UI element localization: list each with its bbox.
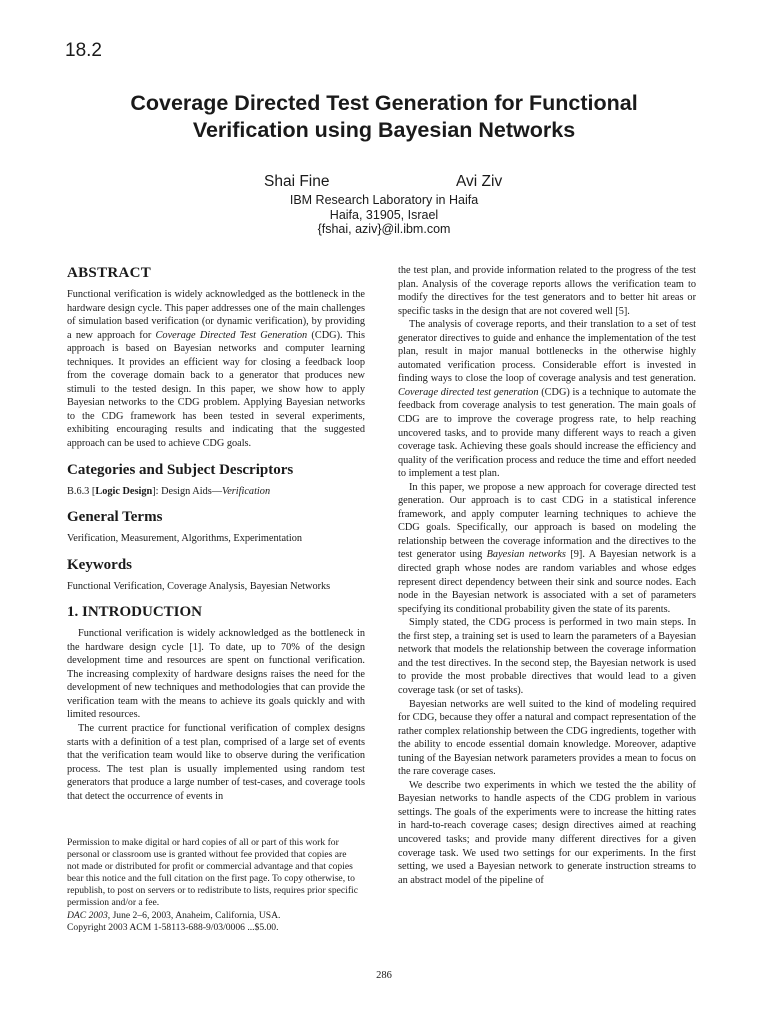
title-line-2: Verification using Bayesian Networks: [192, 118, 576, 142]
permission-line: Permission to make digital or hard copies of all or part of this work for: [67, 837, 339, 848]
affiliation-block: [60, 193, 708, 237]
right-paragraph-6: We describe two experiments in which we tested the the ability of Bayesian networks to handle aspects of the CDG problem in various settings. The goals of the experiments were to increase the hitting rates in hard-to-reach coverage cases; design directives aimed at reaching uncovered tasks; and provide many different directives for a given coverage task. We used two settings for our experiments. In the first setting, we used a Bayesian network to generate instruction streams to an abstract model of the pipeline of: [398, 779, 696, 886]
general-terms-text: Verification, Measurement, Algorithms, Experimentation: [67, 533, 303, 545]
permission-line: republish, to post on servers or to redistribute to lists, requires prior specific: [67, 885, 358, 897]
permission-notice: [67, 837, 367, 934]
keywords-heading: Keywords: [67, 556, 132, 573]
right-paragraph-1: the test plan, and provide information related to the progress of the test plan. Analysis of the coverage reports allows the verification team to modify the directives for the test generators and to better hit areas or specific tasks in the design that are not covered well [5].: [398, 265, 696, 317]
affiliation-email: {fshai, aziv}@il.ibm.com: [317, 222, 451, 236]
introduction-paragraph-1: Functional verification is widely acknowledged as the bottleneck in the hardware design cycle [1]. To date, up to 70% of the design development time and resources are spent on functional verification. The increasing complexity of hardware designs raises the need for the development of new techniques and methodologies that can provide the verification team with the means to achieve its goals quickly and with limited resources.: [67, 628, 365, 721]
right-column: [398, 264, 696, 887]
page-number: 286: [376, 970, 392, 981]
abstract-heading: ABSTRACT: [67, 265, 152, 281]
permission-line: not made or distributed for profit or commercial advantage and that copies: [67, 861, 353, 873]
introduction-paragraph-2: The current practice for functional verification of complex designs starts with a definition of a test plan, comprised of a large set of events that the verification team would like to observe during the verification process. The test plan is usually implemented using random test generators that produce a large number of test-cases, and coverage tools that detect the occurrence of events in: [67, 723, 365, 802]
author-shai-fine: Shai Fine: [264, 173, 330, 190]
general-terms-heading: General Terms: [67, 509, 163, 526]
keywords-text: Functional Verification, Coverage Analysis, Bayesian Networks: [67, 580, 331, 592]
right-paragraph-4: Simply stated, the CDG process is performed in two main steps. In the first step, a training set is used to learn the parameters of a Bayesian network that models the relationship between the coverage information and the test directives. In the second step, the Bayesian network is used to provide the most probable directives that would lead to a given coverage task (or set of tasks).: [398, 617, 696, 696]
affiliation-city: Haifa, 31905, Israel: [329, 207, 439, 222]
introduction-heading: 1. INTRODUCTION: [67, 604, 203, 621]
affiliation-lab: IBM Research Laboratory in Haifa: [289, 193, 479, 207]
categories-text: B.6.3 [Logic Design]: Design Aids—Verification: [67, 485, 271, 497]
abstract-text: Functional verification is widely acknowledged as the bottleneck in the hardware design cycle. This paper addresses one of the main challenges of simulation based verification (or dynamic verification), by providing a new approach for Coverage Directed Test Generation (CDG). This approach is based on Bayesian networks and computer learning techniques. It provides an efficient way for closing a feedback loop from the coverage domain back to a generator that produces new stimuli to the tested design. In this paper, we show how to apply Bayesian networks to the CDG problem. Applying Bayesian networks to the CDG framework has been tested in several experiments, exhibiting encouraging results and indicating that the suggested approach can be used to achieve CDG goals.: [67, 289, 365, 450]
conference-info: DAC 2003, June 2–6, 2003, Anaheim, California, USA.: [67, 909, 281, 921]
copyright-line: Copyright 2003 ACM 1-58113-688-9/03/0006 ...$5.00.: [67, 921, 279, 933]
permission-line: permission and/or a fee.: [67, 897, 160, 909]
left-column: [67, 264, 365, 803]
section-number: 18.2: [65, 40, 102, 61]
right-paragraph-5: Bayesian networks are well suited to the kind of modeling required for CDG, because they offer a natural and compact representation of the rather complex relationship between the CDG ingredients, together with the ability to encode essential domain knowledge. Moreover, adaptive tuning of the Bayesian network parameters provides a mean to focus on the rare coverage cases.: [398, 698, 696, 778]
permission-line: bear this notice and the full citation on the first page. To copy otherwise, to: [67, 873, 355, 885]
categories-heading: Categories and Subject Descriptors: [67, 461, 294, 478]
paper-title: [60, 90, 708, 144]
right-paragraph-3: In this paper, we propose a new approach for coverage directed test generation. Our approach is to cast CDG in a statistical inference framework, and apply computer learning techniques to achieve the CDG goals. Specifically, our approach is based on modeling the relationship between the coverage information and the directives to the test generator using Bayesian networks [9]. A Bayesian network is a directed graph whose nodes are random variables and whose edges represent direct dependency between their sink and source nodes. Each node in the Bayesian network is associated with a set of parameters specifying its conditional probability given the state of its parents.: [398, 481, 697, 615]
permission-line: personal or classroom use is granted without fee provided that copies are: [67, 849, 347, 861]
title-line-1: Coverage Directed Test Generation for Functional: [130, 91, 638, 115]
author-avi-ziv: Avi Ziv: [456, 173, 503, 190]
right-paragraph-2: The analysis of coverage reports, and their translation to a set of test generator directives to guide and enhance the implementation of the test plan, result in major manual bottlenecks in the otherwise highly automated verification process. Considerable effort is invested in finding ways to close the loop of coverage analysis and test generation. Coverage directed test generation (CDG) is a technique to automate the feedback from coverage analysis to test generation. The main goals of CDG are to improve the coverage progress rate, to help reaching uncovered tasks, and to provide many different ways to reach a given coverage task. Achieving these goals should increase the efficiency and quality of the verification process and reduce the time and effort needed to implement a test plan.: [398, 319, 696, 480]
